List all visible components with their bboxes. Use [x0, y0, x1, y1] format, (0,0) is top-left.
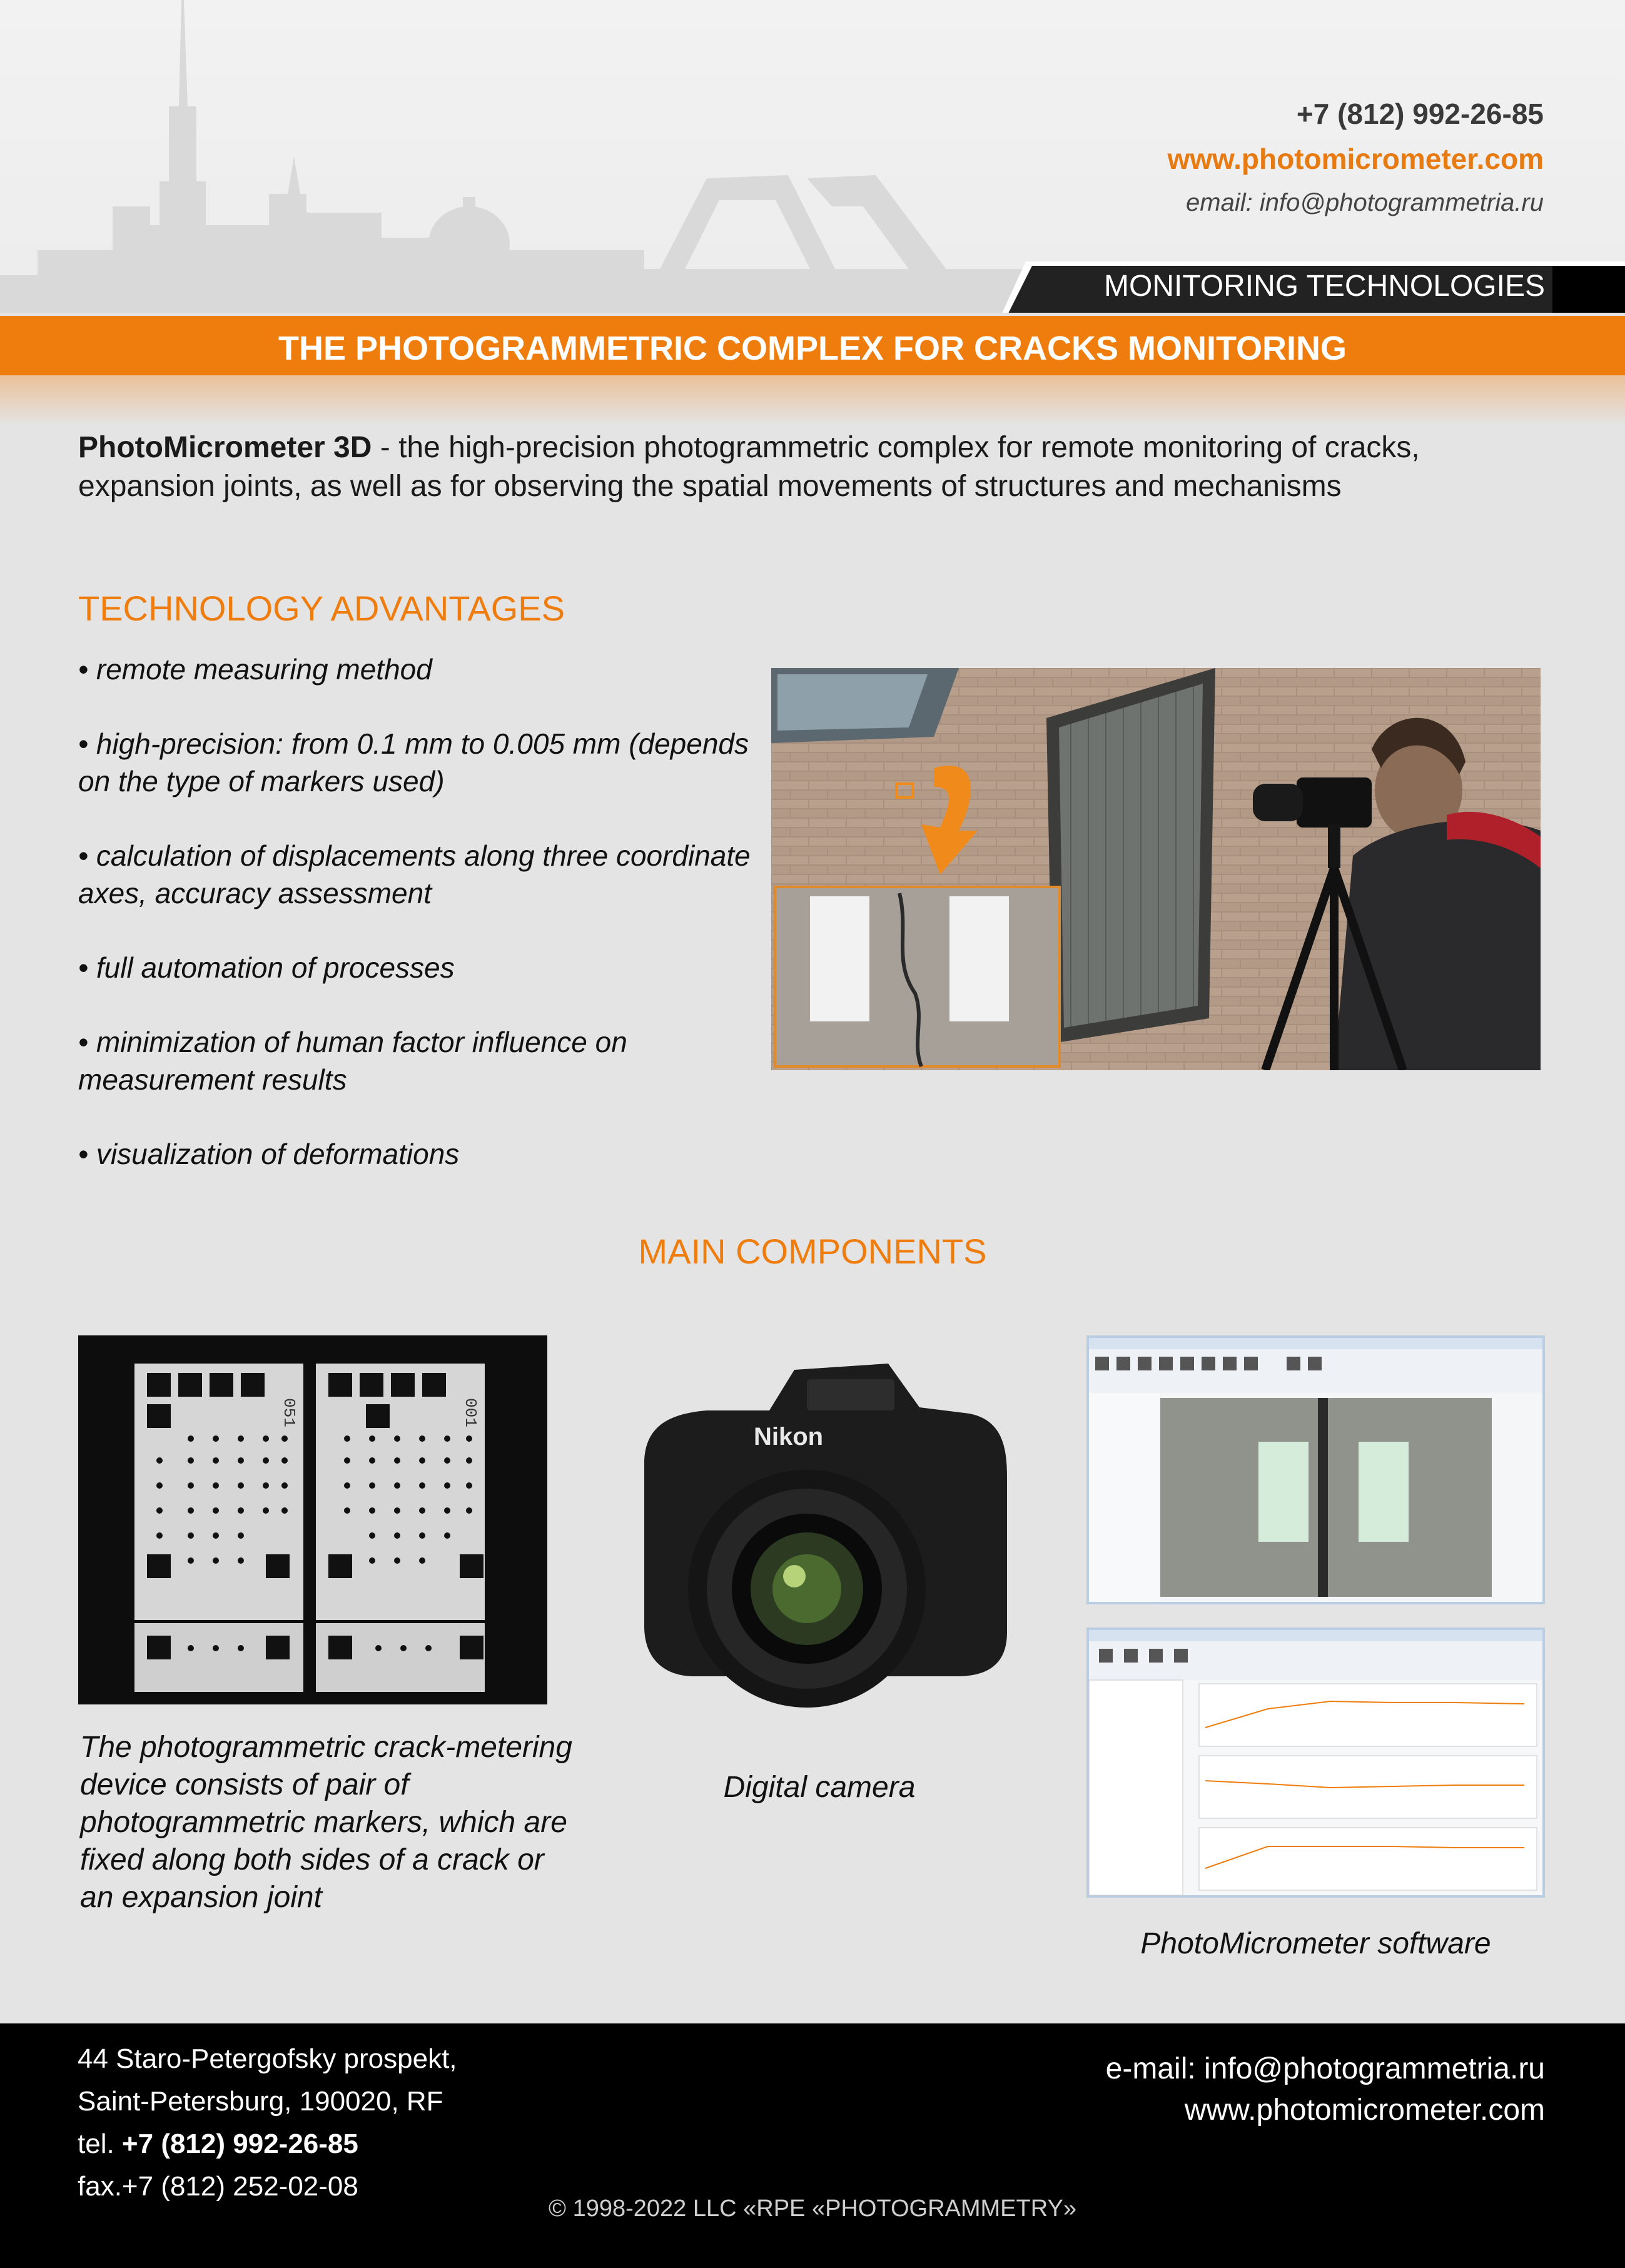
- product-name: PhotoMicrometer 3D: [78, 431, 372, 464]
- advantage-item: • calculation of displacements along three coordinate axes, accuracy assessment: [78, 839, 751, 909]
- footer-website-link[interactable]: www.photomicrometer.com: [1184, 2093, 1545, 2127]
- markers-caption: The photogrammetric crack-metering device consists of pair of photogrammetric markers, which are fixed along both sides of a crack or an expansion joint: [80, 1731, 572, 1914]
- components-heading: MAIN COMPONENTS: [638, 1232, 987, 1271]
- footer-email[interactable]: e-mail: info@photogrammetria.ru: [1105, 2052, 1545, 2085]
- header-email[interactable]: email: info@photogrammetria.ru: [1186, 189, 1544, 216]
- advantage-item: • visualization of deformations: [78, 1138, 460, 1170]
- tel-prefix: tel.: [78, 2129, 122, 2159]
- advantage-item: • remote measuring method: [78, 653, 432, 686]
- advantages-heading: TECHNOLOGY ADVANTAGES: [78, 589, 565, 628]
- software-screenshot-markers: [1086, 1335, 1545, 1604]
- footer-address-block: [78, 2038, 457, 2208]
- software-caption: PhotoMicrometer software: [1140, 1927, 1491, 1960]
- header-website-link[interactable]: www.photomicrometer.com: [1167, 143, 1544, 175]
- intro-paragraph: [78, 428, 1554, 506]
- advantage-item: • minimization of human factor influence on measurement results: [78, 1026, 627, 1096]
- digital-camera-photo: [619, 1351, 1020, 1733]
- footer-contacts: [1106, 2048, 1545, 2131]
- advantages-list: [78, 651, 766, 1210]
- software-screenshot-charts: [1086, 1628, 1545, 1898]
- address-line-1: 44 Staro-Petergofsky prospekt,: [78, 2043, 457, 2074]
- copyright: © 1998-2022 LLC «RPE «PHOTOGRAMMETRY»: [549, 2195, 1076, 2222]
- marker-label-right: 001: [461, 1398, 480, 1427]
- header-phone: +7 (812) 992-26-85: [1296, 98, 1544, 130]
- advantage-item: • full automation of processes: [78, 951, 455, 984]
- section-label: MONITORING TECHNOLOGIES: [1104, 270, 1545, 303]
- header-contacts: [1167, 94, 1544, 221]
- footer-fax: fax.+7 (812) 252-02-08: [78, 2171, 358, 2202]
- camera-caption: Digital camera: [723, 1771, 916, 1804]
- address-line-2: Saint-Petersburg, 190020, RF: [78, 2086, 443, 2117]
- photographer-at-wall-photo: [771, 668, 1541, 1070]
- marker-label-left: 051: [280, 1398, 298, 1427]
- photogrammetric-markers-photo: [78, 1335, 547, 1704]
- tel-number: +7 (812) 992-26-85: [121, 2129, 358, 2159]
- intro-text: - the high-precision photogrammetric complex for remote monitoring of cracks, expansion joints, as well as for observing the spatial movements of structures and mechanisms: [78, 431, 1420, 503]
- title-band-shadow: [0, 375, 1625, 425]
- page-title: THE PHOTOGRAMMETRIC COMPLEX FOR CRACKS MONITORING: [0, 316, 1625, 375]
- footer-phone: [78, 2123, 457, 2165]
- camera-brand: Nikon: [754, 1423, 824, 1450]
- advantage-item: • high-precision: from 0.1 mm to 0.005 mm (depends on the type of markers used): [78, 727, 749, 797]
